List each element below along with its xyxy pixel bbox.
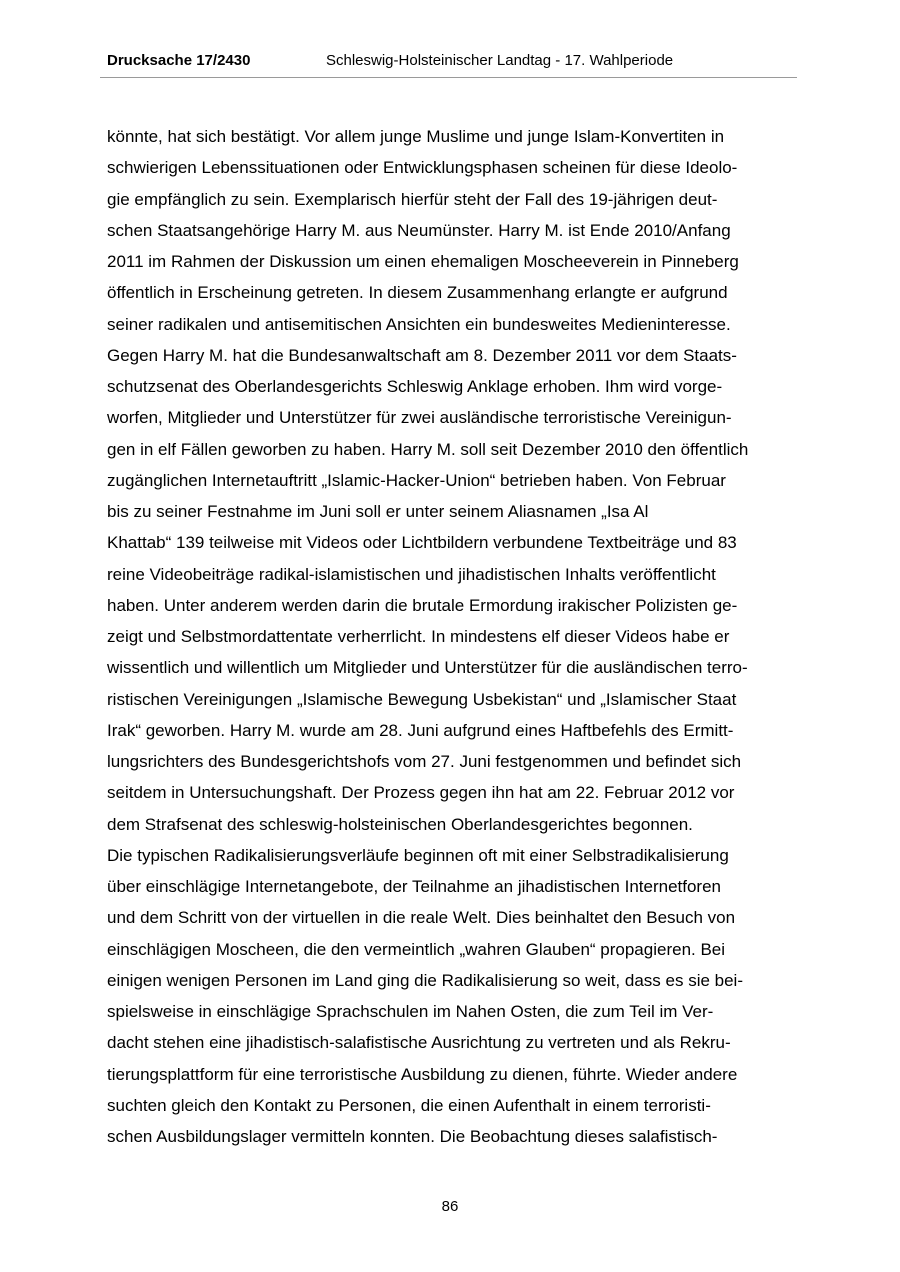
text-line: worfen, Mitglieder und Unterstützer für zwei ausländische terroristische Vereinigun- (107, 408, 732, 428)
text-line: über einschlägige Internetangebote, der Teilnahme an jihadistischen Internetforen (107, 877, 721, 896)
text-line: Khattab“ 139 teilweise mit Videos oder Lichtbildern verbundene Textbeiträge und 83 (107, 533, 737, 553)
text-line: einigen wenigen Personen im Land ging die Radikalisierung so weit, dass es sie bei- (107, 970, 743, 990)
text-line: und dem Schritt von der virtuellen in die reale Welt. Dies beinhaltet den Besuch von (107, 908, 736, 928)
page-header (107, 52, 797, 76)
text-line: dem Strafsenat des schleswig-holsteinischen Oberlandesgerichtes begonnen. (107, 814, 693, 834)
header-title: Schleswig-Holsteinischer Landtag - 17. Wahlperiode (326, 52, 674, 69)
header-divider (100, 77, 797, 78)
text-line: reine Videobeiträge radikal-islamistischen und jihadistischen Inhalts veröffentlicht (107, 564, 716, 584)
text-line: öffentlich in Erscheinung getreten. In diesem Zusammenhang erlangte er aufgrund (107, 283, 728, 303)
doc-number: Drucksache 17/2430 (107, 52, 251, 69)
text-line: ristischen Vereinigungen „Islamische Bewegung Usbekistan“ und „Islamischer Staat (107, 689, 737, 709)
text-line: suchten gleich den Kontakt zu Personen, die einen Aufenthalt in einem terroristi- (107, 1095, 711, 1115)
text-line: zeigt und Selbstmordattentate verherrlicht. In mindestens elf dieser Videos habe er (107, 627, 730, 646)
text-line: tierungsplattform für eine terroristische Ausbildung zu dienen, führte. Wieder andere (107, 1064, 738, 1084)
text-line: schen Staatsangehörige Harry M. aus Neumünster. Harry M. ist Ende 2010/Anfang (107, 220, 731, 240)
text-line: zugänglichen Internetauftritt „Islamic-Hacker-Union“ betrieben haben. Von Februar (107, 470, 726, 490)
text-line: bis zu seiner Festnahme im Juni soll er unter seinem Aliasnamen „Isa Al (107, 502, 649, 521)
text-line: lungsrichters des Bundesgerichtshofs vom 27. Juni festgenommen und befindet sich (107, 752, 742, 771)
text-line: gen in elf Fällen geworben zu haben. Harry M. soll seit Dezember 2010 den öffentlich (107, 439, 749, 459)
text-line: schutzsenat des Oberlandesgerichts Schleswig Anklage erhoben. Ihm wird vorge- (107, 377, 723, 396)
text-line: Irak“ geworben. Harry M. wurde am 28. Juni aufgrund eines Haftbefehls des Ermitt- (107, 720, 734, 740)
text-line: schwierigen Lebenssituationen oder Entwicklungsphasen scheinen für diese Ideolo- (107, 158, 738, 178)
text-line: Die typischen Radikalisierungsverläufe beginnen oft mit einer Selbstradikalisierung (107, 845, 729, 865)
text-line: seitdem in Untersuchungshaft. Der Prozess gegen ihn hat am 22. Februar 2012 vor (107, 783, 735, 803)
text-line: könnte, hat sich bestätigt. Vor allem junge Muslime und junge Islam-Konvertiten in (107, 127, 725, 146)
text-line: wissentlich und willentlich um Mitglieder und Unterstützer für die ausländischen terro- (107, 658, 748, 678)
text-line: 2011 im Rahmen der Diskussion um einen ehemaligen Moscheeverein in Pinneberg (107, 252, 739, 271)
text-line: seiner radikalen und antisemitischen Ansichten ein bundesweites Medieninteresse. (107, 314, 731, 334)
text-line: spielsweise in einschlägige Sprachschulen im Nahen Osten, die zum Teil im Ver- (107, 1002, 714, 1021)
text-line: Gegen Harry M. hat die Bundesanwaltschaft am 8. Dezember 2011 vor dem Staats- (107, 345, 737, 365)
text-line: dacht stehen eine jihadistisch-salafistische Ausrichtung zu vertreten und als Rekru- (107, 1033, 731, 1053)
body-text (107, 121, 807, 1152)
page-number: 86 (441, 1198, 459, 1215)
text-line: gie empfänglich zu sein. Exemplarisch hierfür steht der Fall des 19-jährigen deut- (107, 189, 718, 209)
text-line: haben. Unter anderem werden darin die brutale Ermordung irakischer Polizisten ge- (107, 595, 738, 615)
text-line: schen Ausbildungslager vermitteln konnten. Die Beobachtung dieses salafistisch- (107, 1127, 718, 1146)
text-line: einschlägigen Moscheen, die den vermeintlich „wahren Glauben“ propagieren. Bei (107, 939, 726, 959)
